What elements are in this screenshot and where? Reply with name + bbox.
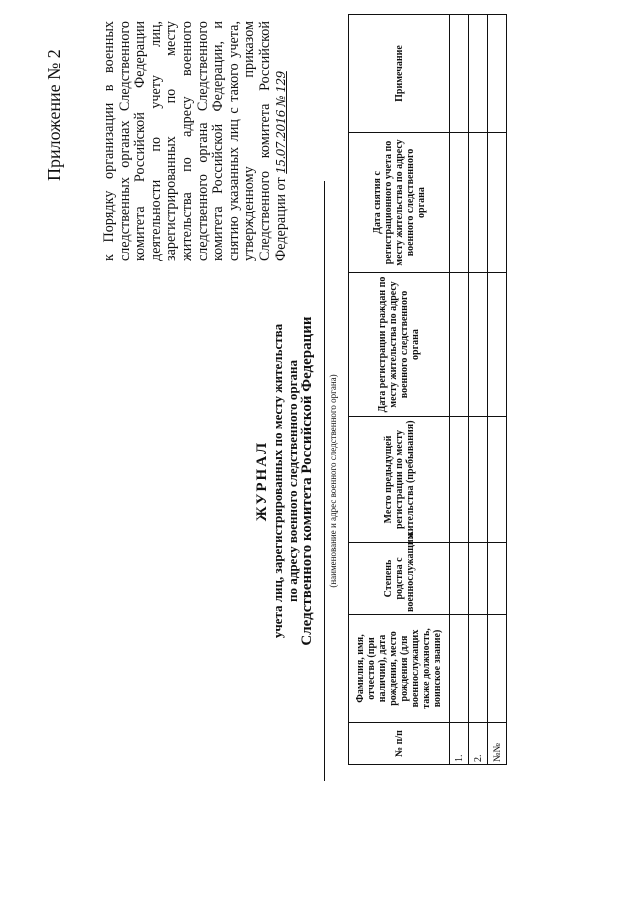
journal-subtitle-3: Следственного комитета Российской Федерации — [299, 316, 315, 646]
row-number: 2. — [469, 723, 488, 765]
journal-subtitle-1: учета лиц, зарегистрированных по месту жительства — [270, 323, 285, 639]
journal-subtitle-2: по адресу военного следственного органа — [285, 360, 300, 602]
appendix-text: к Порядку организации в военных следственных органах Следственного комитета Российской Федерации деятельности по учету лиц, зарегистрированных по месту жительства по адресу военного следственного органа Следственного комитета Российской Федерации, и снятию указанных лиц с такого учета, утвержденному приказом Следственного комитета Российской Федерации от — [101, 21, 289, 261]
table-header-row — [349, 15, 450, 765]
row-number: №№ — [488, 723, 507, 765]
organ-name-caption: (наименование и адрес военного следственного органа) — [328, 374, 338, 588]
journal-title: ЖУРНАЛ — [254, 440, 270, 522]
column-header-previous-registration: Место предыдущей регистрации по месту жительства (пребывания) — [349, 417, 450, 543]
appendix-title: Приложение № 2 — [44, 49, 64, 181]
journal-table — [348, 14, 507, 765]
table-row — [469, 15, 488, 765]
column-header-registration-date: Дата регистрации граждан по месту жительства по адресу военного следственного органа — [349, 273, 450, 417]
column-header-kinship: Степень родства с военнослужащим — [349, 543, 450, 615]
column-header-number: № п/п — [349, 723, 450, 765]
column-header-deregistration-date: Дата снятия с регистрационного учета по месту жительства по адресу военного следственного органа — [349, 133, 450, 273]
column-header-note: Примечание — [349, 15, 450, 133]
handwritten-date-signature: 15.07.2016 № 129 — [273, 71, 288, 174]
organ-name-line — [324, 181, 325, 781]
column-header-full-name: Фамилия, имя, отчество (при наличии), дата рождения, место рождения (для военнослужащих также должность, воинское звание) — [349, 615, 450, 723]
appendix-body — [101, 21, 289, 261]
row-number: 1. — [450, 723, 469, 765]
table-row — [488, 15, 507, 765]
table-row — [450, 15, 469, 765]
